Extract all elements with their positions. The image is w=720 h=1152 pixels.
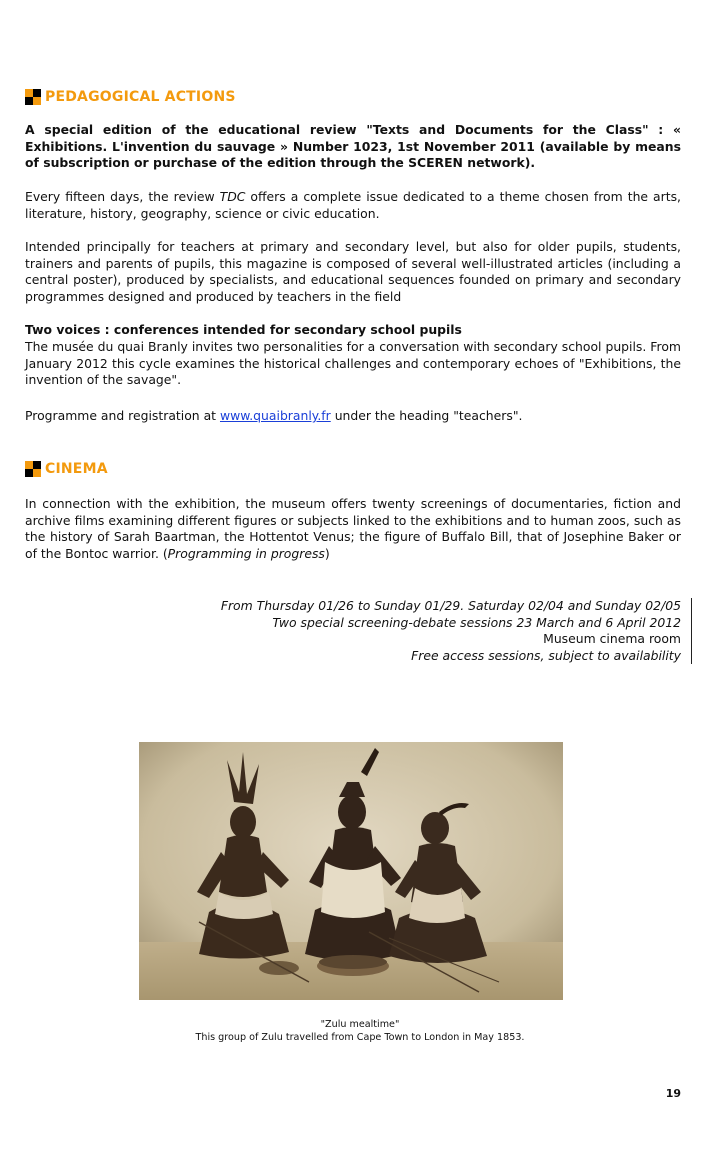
cinema-text-pre: In connection with the exhibition, the museum offers twenty screenings of documentaries, fiction and archive films examining different figures or subjects linked to the exhibitions and to human zoos, such as the history of Sarah Baartman, the Hottentot Venus; the figure of Buffalo Bill, that of Josephine Baker or of the Bontoc warrior. ( <box>25 496 681 561</box>
zulu-photo-illustration <box>139 742 563 1000</box>
heading-text: PEDAGOGICAL ACTIONS <box>45 89 236 105</box>
programming-note: Programming in progress <box>167 545 325 561</box>
programme-paragraph <box>25 408 681 425</box>
two-voices-title: Two voices : conferences intended for secondary school pupils <box>25 322 462 337</box>
cinema-paragraph <box>25 496 681 562</box>
tdc-text-pre: Every fifteen days, the review <box>25 189 220 204</box>
schedule-line: Free access sessions, subject to availability <box>411 647 681 663</box>
programme-text-post: under the heading "teachers". <box>330 408 523 423</box>
tdc-paragraph <box>25 189 681 222</box>
quaibranly-link[interactable]: www.quaibranly.fr <box>219 408 331 423</box>
cinema-schedule <box>160 598 681 664</box>
cinema-text-post: ) <box>324 545 330 561</box>
programme-text-pre: Programme and registration at <box>25 408 220 423</box>
photo-caption <box>110 1018 610 1044</box>
tdc-text-post: offers a complete issue dedicated to a theme chosen from the arts, literature, history, geography, science or civic education. <box>25 189 681 221</box>
special-edition-paragraph: A special edition of the educational review "Texts and Documents for the Class" : « Exhibitions. L'invention du sauvage » Number 1023, 1st November 2011 (available by means of subscription or purchase of the edition through the SCEREN network). <box>25 122 681 171</box>
heading-text: CINEMA <box>45 461 108 477</box>
caption-title: "Zulu mealtime" <box>320 1019 400 1030</box>
section-marker-icon <box>25 89 41 105</box>
cinema-heading <box>25 461 108 477</box>
schedule-line: From Thursday 01/26 to Sunday 01/29. Saturday 02/04 and Sunday 02/05 <box>220 598 681 613</box>
page-number: 19 <box>665 1087 681 1100</box>
pedagogical-actions-heading <box>25 89 236 105</box>
tdc-title: TDC <box>219 189 246 204</box>
caption-text: This group of Zulu travelled from Cape Town to London in May 1853. <box>195 1032 525 1043</box>
magazine-paragraph: Intended principally for teachers at primary and secondary level, but also for older pupils, students, trainers and parents of pupils, this magazine is composed of several well-illustrated articles (including a central poster), produced by specialists, and educational sequences founded on primary and secondary programmes designed and produced by teachers in the field <box>25 239 681 304</box>
two-voices-paragraph: The musée du quai Branly invites two personalities for a conversation with secondary school pupils. From January 2012 this cycle examines the historical challenges and contemporary echoes of "Exhibitions, the invention of the savage". <box>25 339 681 388</box>
schedule-line: Museum cinema room <box>543 631 681 647</box>
schedule-line: Two special screening-debate sessions 23 March and 6 April 2012 <box>272 614 681 630</box>
section-marker-icon <box>25 461 41 477</box>
schedule-divider <box>691 598 693 664</box>
zulu-mealtime-photo <box>139 742 563 1000</box>
